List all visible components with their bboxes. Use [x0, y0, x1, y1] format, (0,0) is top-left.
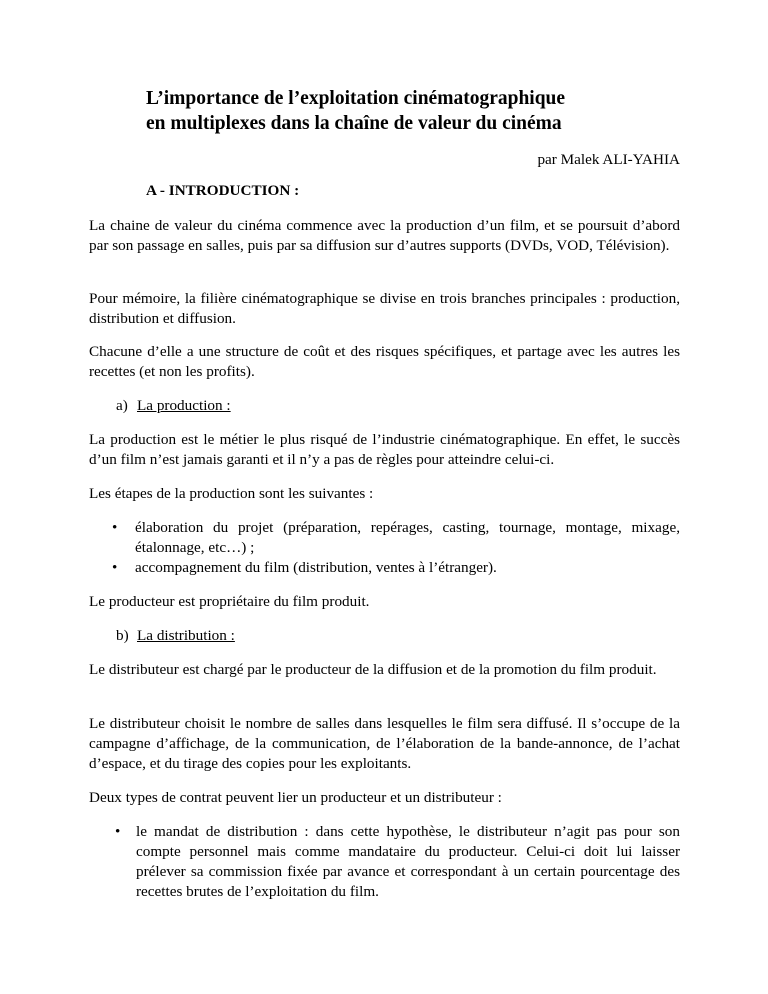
- subheading-distribution: [116, 626, 235, 646]
- production-paragraph-2: Les étapes de la production sont les suivantes :: [89, 485, 374, 502]
- subheading-marker: a): [116, 397, 128, 414]
- author-byline: par Malek ALI-YAHIA: [537, 151, 680, 168]
- title-line-1: L’importance de l’exploitation cinématographique: [146, 88, 566, 109]
- intro-paragraph-3: Chacune d’elle a une structure de coût et des risques spécifiques, et partage avec les autres les recettes (et non les profits).: [89, 343, 680, 380]
- section-heading: A - INTRODUCTION :: [146, 182, 300, 199]
- production-steps-list: [110, 518, 680, 578]
- subheading-label: La production :: [137, 397, 231, 414]
- list-item-text: accompagnement du film (distribution, ventes à l’étranger).: [135, 559, 497, 576]
- title-line-2: en multiplexes dans la chaîne de valeur du cinéma: [146, 113, 562, 134]
- list-item: [110, 558, 680, 578]
- document-title: [146, 86, 666, 136]
- subheading-marker: b): [116, 627, 129, 644]
- list-item-text: le mandat de distribution : dans cette hypothèse, le distributeur n’agit pas pour son compte personnel mais comme mandataire du producteur. Celui-ci doit lui laisser prélever sa commission fixée par avance et correspondant à un certain pourcentage des recettes brutes de l’exploitation du film.: [136, 823, 680, 900]
- subheading-production: [116, 396, 231, 416]
- subheading-label: La distribution :: [137, 627, 235, 644]
- distribution-paragraph-1: Le distributeur est chargé par le producteur de la diffusion et de la promotion du film produit.: [89, 661, 657, 678]
- list-item: [115, 822, 680, 902]
- list-item-text: élaboration du projet (préparation, repérages, casting, tournage, montage, mixage, étalonnage, etc…) ;: [135, 519, 680, 556]
- bullet-icon: •: [112, 519, 118, 536]
- bullet-icon: •: [112, 559, 118, 576]
- intro-paragraph-1: La chaine de valeur du cinéma commence avec la production d’un film, et se poursuit d’abord par son passage en salles, puis par sa diffusion sur d’autres supports (DVDs, VOD, Télévision).: [89, 217, 680, 254]
- intro-paragraph-2: Pour mémoire, la filière cinématographique se divise en trois branches principales : production, distribution et diffusion.: [89, 290, 680, 327]
- contract-types-list: [115, 822, 680, 902]
- production-closing: Le producteur est propriétaire du film produit.: [89, 593, 370, 610]
- list-item: [110, 518, 680, 558]
- bullet-icon: •: [115, 823, 121, 840]
- distribution-paragraph-2: Le distributeur choisit le nombre de salles dans lesquelles le film sera diffusé. Il s’occupe de la campagne d’affichage, de la communication, de l’élaboration de la bande-annonce, de l’achat d’espace, et du tirage des copies pour les exploitants.: [89, 715, 680, 772]
- production-paragraph-1: La production est le métier le plus risqué de l’industrie cinématographique. En effet, le succès d’un film n’est jamais garanti et il n’y a pas de règles pour atteindre celui-ci.: [89, 431, 680, 468]
- distribution-paragraph-3: Deux types de contrat peuvent lier un producteur et un distributeur :: [89, 789, 502, 806]
